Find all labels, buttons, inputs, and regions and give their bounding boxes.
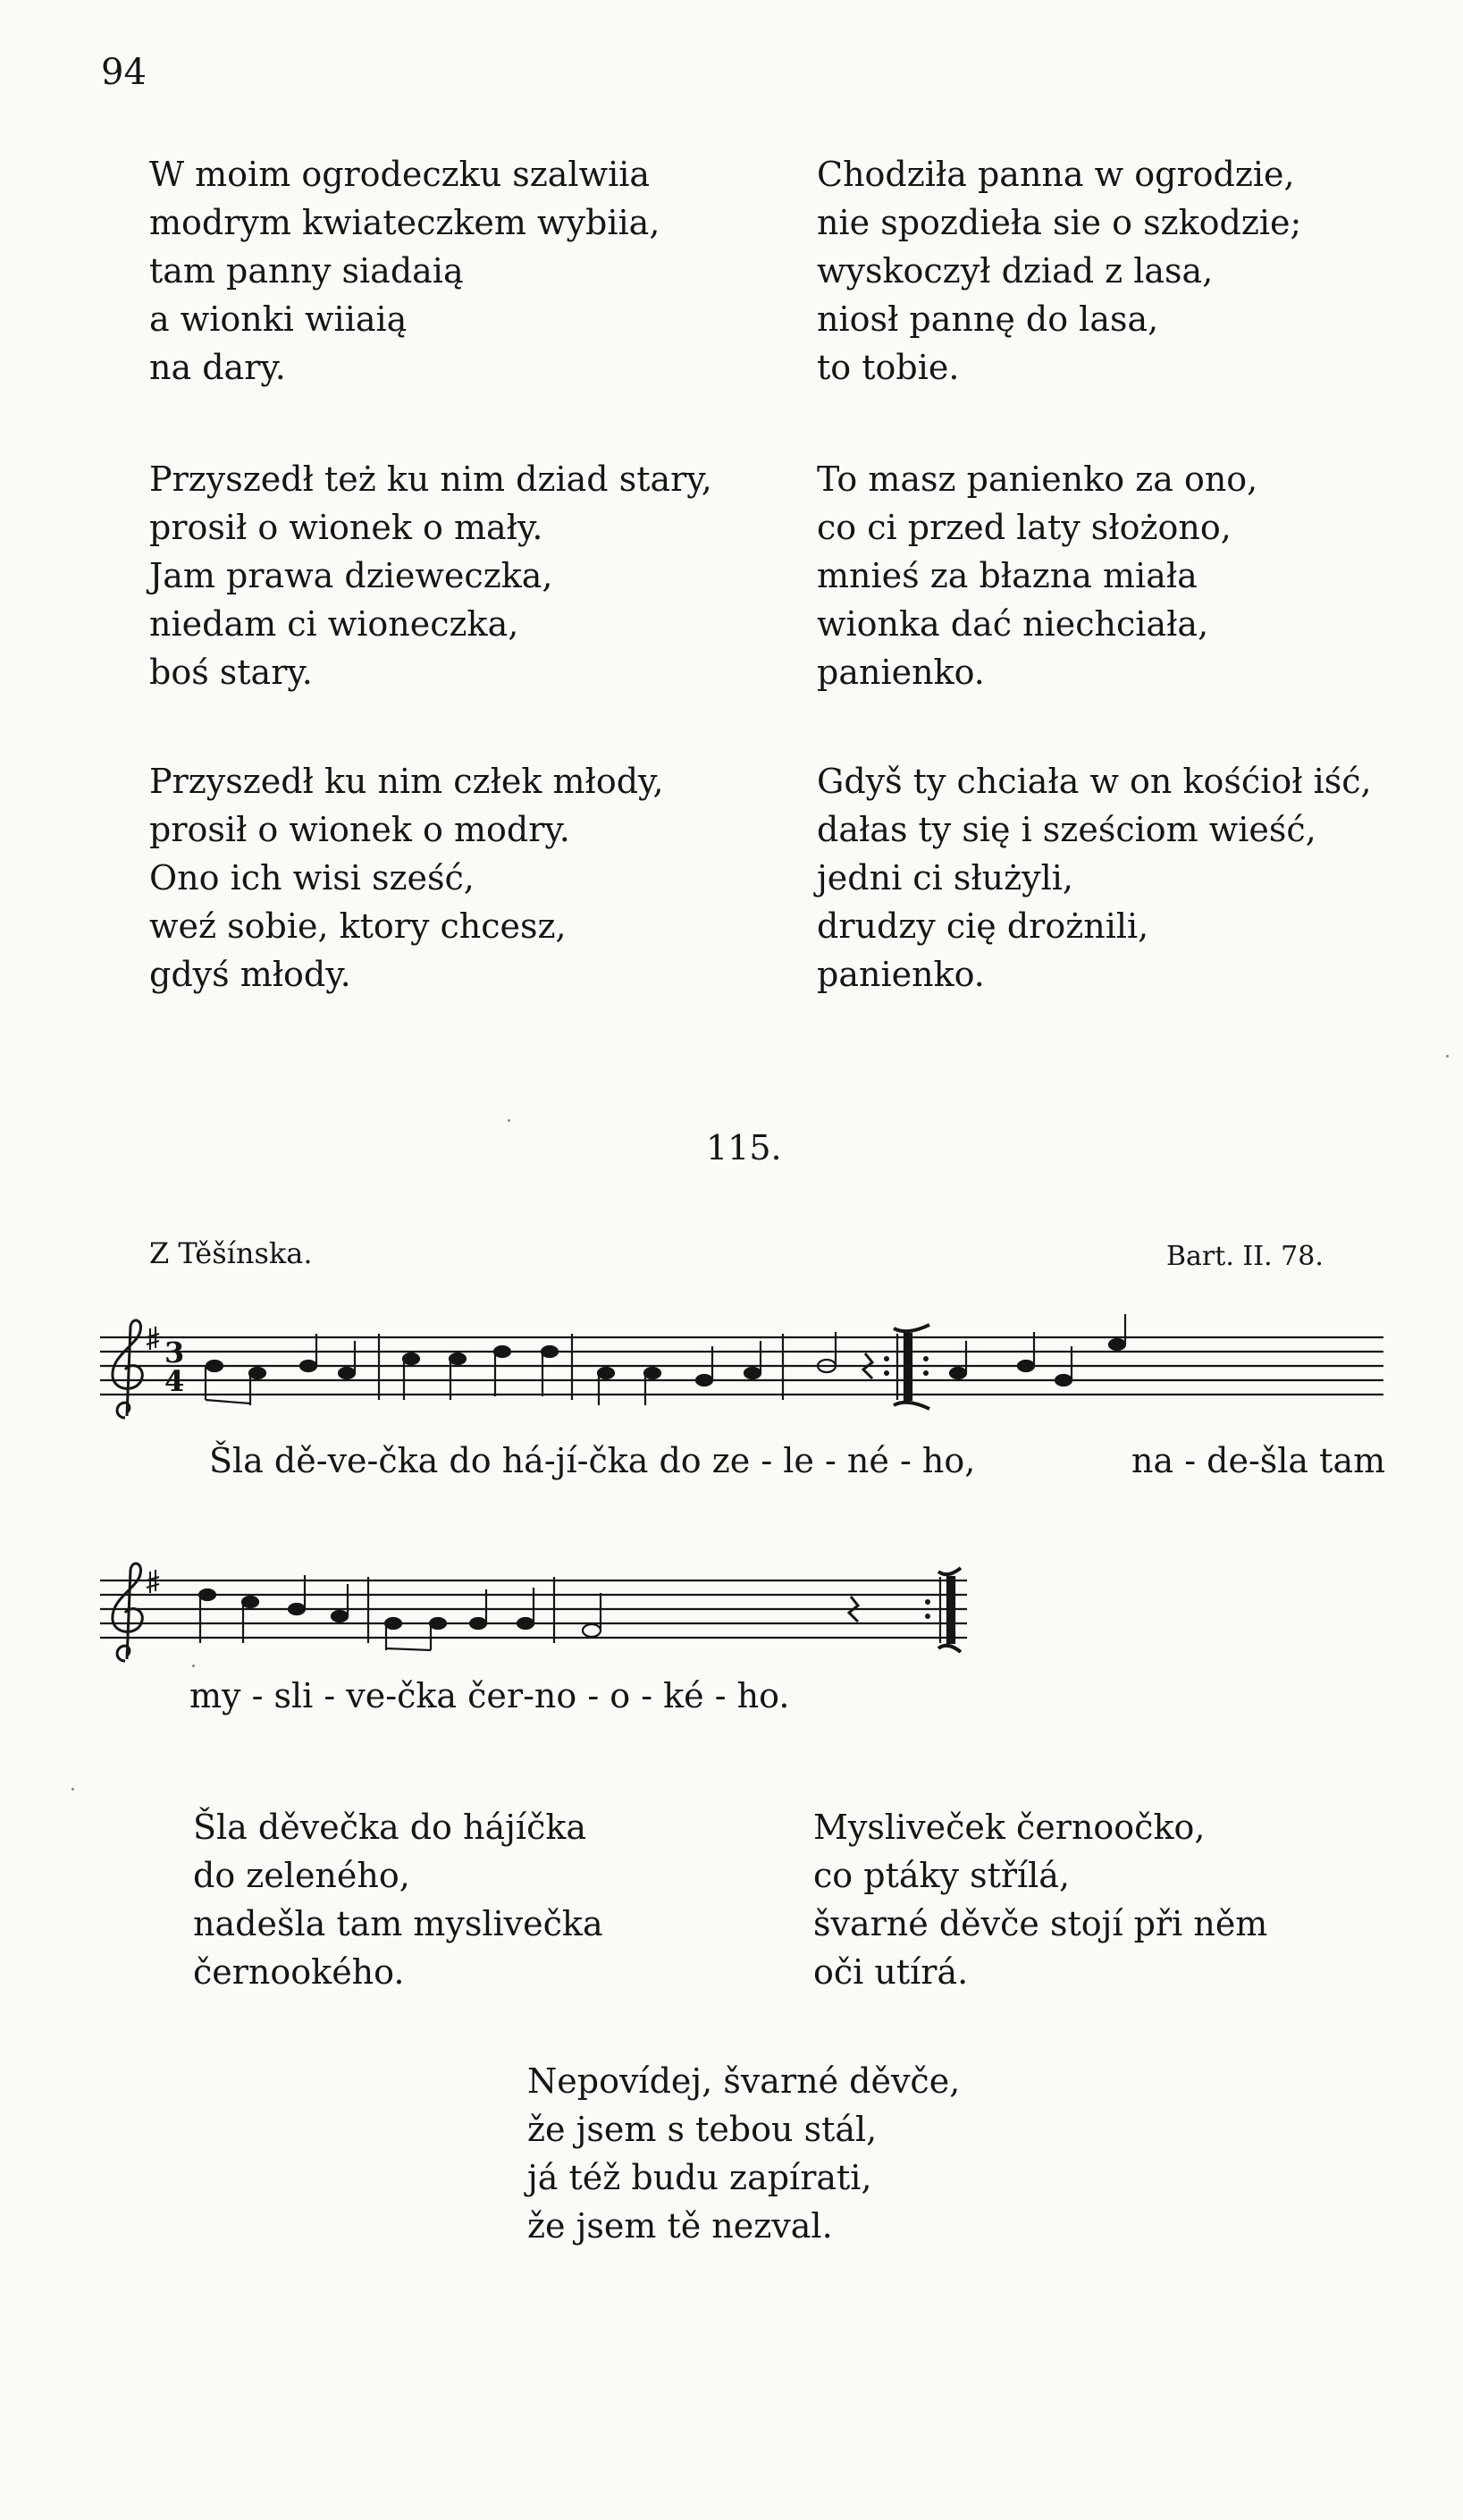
verse-line: boś stary. bbox=[149, 653, 313, 692]
verse-line: oči utírá. bbox=[813, 1952, 969, 1992]
polish-stanza-left-1 bbox=[149, 150, 660, 392]
scan-speck bbox=[192, 1665, 195, 1667]
lyrics-line-1a: Šla dě-ve-čka do há-jí-čka do ze - le - né - ho, bbox=[209, 1441, 976, 1480]
verse-line: Šla děvečka do hájíčka bbox=[193, 1808, 587, 1847]
verse-line: dałas ty się i sześciom wieść, bbox=[817, 810, 1316, 849]
verse-line: panienko. bbox=[817, 955, 985, 994]
verse-line: to tobie. bbox=[817, 348, 960, 387]
czech-stanza-center bbox=[527, 2057, 960, 2250]
verse-line: Gdyš ty chciała w on kośćioł iść, bbox=[817, 762, 1372, 801]
verse-line: tam panny siadaią bbox=[149, 251, 464, 291]
verse-line: na dary. bbox=[149, 348, 286, 387]
lyrics-line-2: my - sli - ve-čka čer-no - o - ké - ho. bbox=[189, 1676, 790, 1715]
verse-line: To masz panienko za ono, bbox=[817, 459, 1258, 499]
verse-line: že jsem s tebou stál, bbox=[527, 2110, 878, 2149]
verse-line: wyskoczył dziad z lasa, bbox=[817, 251, 1214, 291]
verse-line: Przyszedł też ku nim dziad stary, bbox=[149, 459, 712, 499]
time-signature-bottom: 4 bbox=[164, 1364, 185, 1398]
verse-line: že jsem tě nezval. bbox=[527, 2206, 833, 2246]
verse-line: co ci przed laty słożono, bbox=[817, 508, 1232, 547]
verse-line: do zeleného, bbox=[193, 1856, 410, 1895]
scan-speck bbox=[1446, 1055, 1449, 1058]
verse-line: prosił o wionek o mały. bbox=[149, 508, 543, 547]
verse-line: W moim ogrodeczku szalwiia bbox=[149, 155, 651, 194]
polish-stanza-right-2 bbox=[817, 455, 1257, 696]
verse-line: co ptáky střílá, bbox=[813, 1856, 1071, 1895]
lyrics-line-1b: na - de-šla tam bbox=[1131, 1441, 1386, 1480]
verse-line: já též budu zapírati, bbox=[527, 2158, 872, 2197]
song-number: 115. bbox=[706, 1128, 782, 1167]
verse-line: švarné děvče stojí při něm bbox=[813, 1904, 1268, 1943]
treble-clef-icon bbox=[113, 1320, 142, 1418]
page-number: 94 bbox=[101, 52, 147, 93]
verse-line: weź sobie, ktory chcesz, bbox=[149, 906, 567, 946]
verse-line: nie spozdieła sie o szkodzie; bbox=[817, 203, 1302, 242]
verse-line: niedam ci wioneczka, bbox=[149, 604, 519, 644]
polish-stanza-left-3 bbox=[149, 757, 664, 999]
polish-stanza-right-3 bbox=[817, 757, 1372, 999]
verse-line: Ono ich wisi sześć, bbox=[149, 858, 475, 898]
verse-line: prosił o wionek o modry. bbox=[149, 810, 570, 849]
music-staff-2 bbox=[89, 1554, 983, 1679]
polish-stanza-right-1 bbox=[817, 150, 1301, 392]
verse-line: Mysliveček černoočko, bbox=[813, 1808, 1206, 1847]
verse-line: Jam prawa dzieweczka, bbox=[149, 556, 553, 595]
verse-line: wionka dać niechciała, bbox=[817, 604, 1209, 644]
verse-line: niosł pannę do lasa, bbox=[817, 299, 1159, 339]
scan-speck bbox=[508, 1119, 510, 1122]
verse-line: mnieś za błazna miała bbox=[817, 556, 1198, 595]
verse-line: nadešla tam myslivečka bbox=[193, 1904, 603, 1943]
czech-stanza-right bbox=[813, 1803, 1267, 1996]
verse-line: Przyszedł ku nim człek młody, bbox=[149, 762, 664, 801]
verse-line: panienko. bbox=[817, 653, 985, 692]
verse-line: Chodziła panna w ogrodzie, bbox=[817, 155, 1295, 194]
music-staff-1 bbox=[89, 1311, 1394, 1436]
verse-line: a wionki wiiaią bbox=[149, 299, 408, 339]
time-signature-top: 3 bbox=[164, 1336, 185, 1370]
verse-line: Nepovídej, švarné děvče, bbox=[527, 2061, 961, 2101]
polish-stanza-left-2 bbox=[149, 455, 712, 696]
scan-speck bbox=[71, 1788, 74, 1791]
treble-clef-icon bbox=[113, 1563, 142, 1661]
verse-line: černookého. bbox=[193, 1952, 405, 1992]
verse-line: jedni ci służyli, bbox=[817, 858, 1073, 898]
song-origin: Z Těšínska. bbox=[149, 1236, 313, 1270]
song-source: Bart. II. 78. bbox=[1166, 1241, 1324, 1272]
verse-line: modrym kwiateczkem wybiia, bbox=[149, 203, 660, 242]
verse-line: drudzy cię drożnili, bbox=[817, 906, 1149, 946]
verse-line: gdyś młody. bbox=[149, 955, 351, 994]
czech-stanza-left bbox=[193, 1803, 603, 1996]
